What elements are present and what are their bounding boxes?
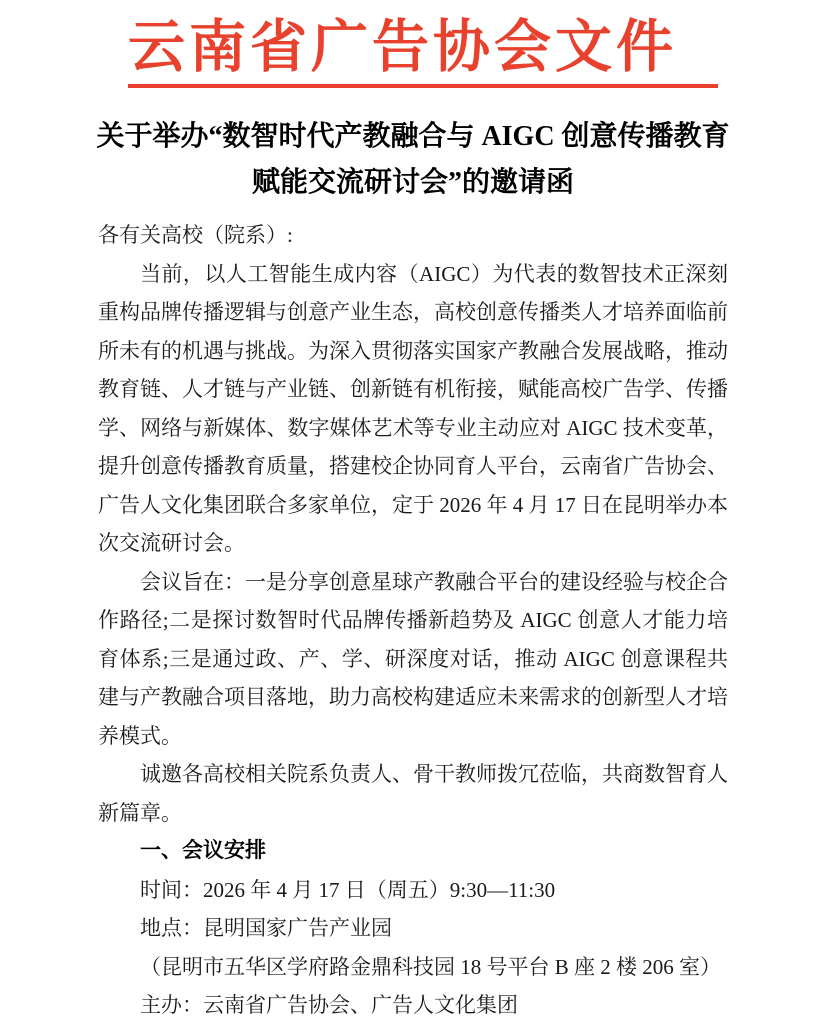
letterhead <box>128 16 718 88</box>
schedule-address: （昆明市五华区学府路金鼎科技园 18 号平台 B 座 2 楼 206 室） <box>140 954 722 979</box>
body-paragraph-2: 会议旨在：一是分享创意星球产教融合平台的建设经验与校企合作路径;二是探讨数智时代品牌传播新趋势及 AIGC 创意人才能力培育体系;三是通过政、产、学、研深度对话，推动 AIGC 创意课程共建与产教融合项目落地，助力高校构建适应未来需求的创新型人才培养模式。 <box>98 569 728 748</box>
letterhead-title: 云南省广告协会文件 <box>128 15 677 79</box>
document-title: 关于举办“数智时代产教融合与 AIGC 创意传播教育赋能交流研讨会”的邀请函 <box>96 121 730 198</box>
salutation: 各有关高校（院系）: <box>98 223 293 247</box>
body-paragraph-3: 诚邀各高校相关院系负责人、骨干教师拨冗莅临，共商数智育人新篇章。 <box>98 762 728 825</box>
schedule-time: 时间：2026 年 4 月 17 日（周五）9:30—11:30 <box>140 877 556 902</box>
letterhead-underline <box>128 84 718 88</box>
section-heading-meeting-arrangement: 一、会议安排 <box>140 839 266 862</box>
document-body <box>98 216 728 1025</box>
schedule-location: 地点：昆明国家广告产业园 <box>140 916 392 940</box>
schedule-host: 主办：云南省广告协会、广告人文化集团 <box>140 993 518 1017</box>
body-paragraph-1: 当前，以人工智能生成内容（AIGC）为代表的数智技术正深刻重构品牌传播逻辑与创意产业生态，高校创意传播类人才培养面临前所未有的机遇与挑战。为深入贯彻落实国家产教融合发展战略，推动教育链、人才链与产业链、创新链有机衔接，赋能高校广告学、传播学、网络与新媒体、数字媒体艺术等专业主动应对 AIGC 技术变革，提升创意传播教育质量，搭建校企协同育人平台，云南省广告协会、广告人文化集团联合多家单位，定于 2026 年 4 月 17 日在昆明举办本次交流研讨会。 <box>98 261 728 555</box>
